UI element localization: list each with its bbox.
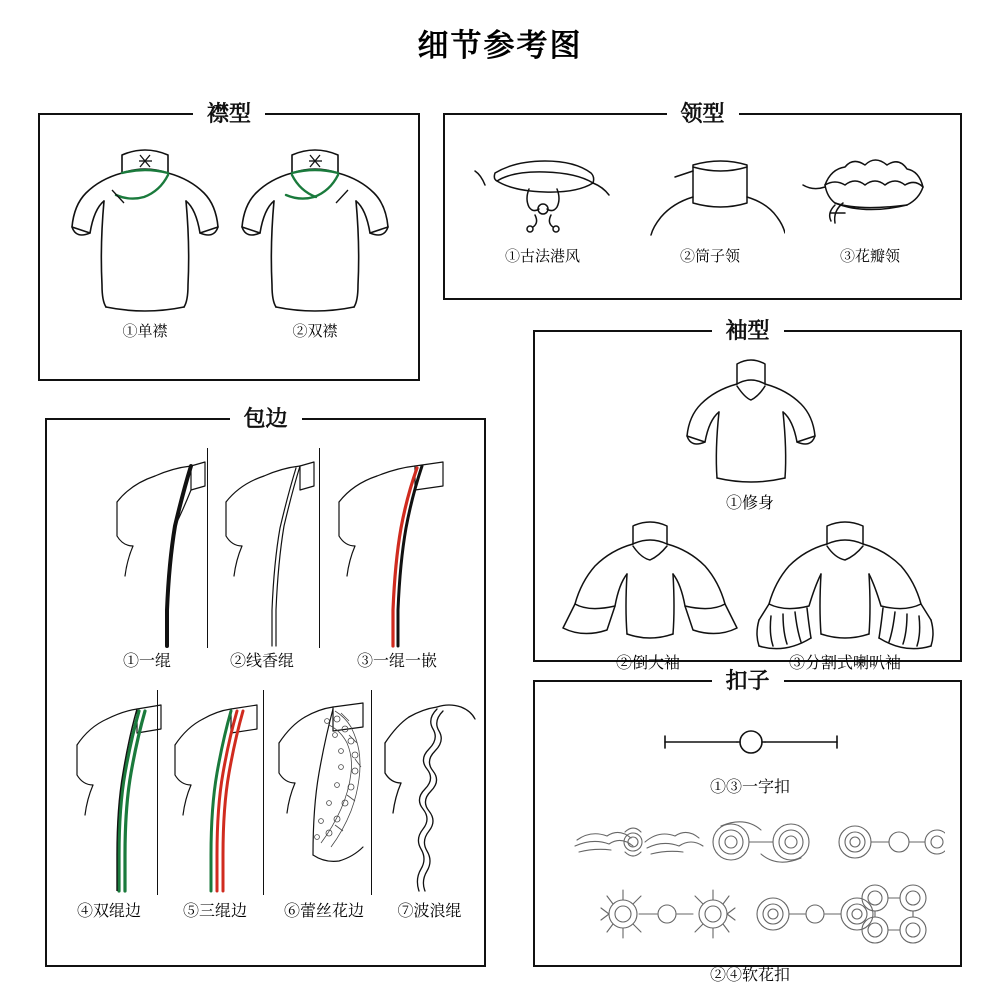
caption-binding-6: ⑥蕾丝花边 [283, 903, 364, 920]
divider-row1-a [207, 448, 208, 648]
figure-button-bar [651, 722, 851, 762]
page-title: 细节参考图 [417, 28, 583, 63]
figure-double-lapel [230, 135, 400, 315]
caption-sleeve-2: ②倒大袖 [615, 655, 680, 672]
divider-row1-b [319, 448, 320, 648]
caption-collar-1: ①古法港风 [504, 248, 580, 265]
panel-sleeve [533, 318, 962, 672]
caption-lapel-1: ①单襟 [122, 323, 168, 340]
figure-binding-7 [379, 695, 483, 895]
figure-binding-4 [67, 695, 167, 895]
panel-button-title: 扣子 [711, 668, 783, 694]
figure-binding-3 [325, 450, 455, 650]
figure-binding-1 [97, 450, 207, 650]
caption-binding-4: ④双绲边 [76, 903, 141, 920]
figure-sleeve-1 [671, 350, 831, 490]
caption-binding-7: ⑦波浪绲 [397, 903, 462, 920]
caption-sleeve-1: ①修身 [725, 495, 774, 512]
caption-binding-1: ①一绲 [122, 653, 171, 670]
caption-button-2: ②④软花扣 [709, 967, 790, 984]
panel-lapel-title: 襟型 [193, 101, 265, 127]
caption-binding-3: ③一绲一嵌 [356, 653, 437, 670]
divider-row2-b [263, 690, 264, 895]
panel-collar [443, 101, 962, 300]
panel-sleeve-title: 袖型 [711, 318, 783, 344]
caption-sleeve-3: ③分割式喇叭袖 [788, 655, 901, 672]
caption-collar-3: ③花瓣领 [839, 248, 900, 265]
figure-binding-5 [167, 695, 263, 895]
figure-button-knots [555, 808, 945, 958]
caption-collar-2: ②筒子领 [679, 248, 740, 265]
caption-lapel-2: ②双襟 [292, 323, 338, 340]
panel-binding-title: 包边 [229, 406, 301, 432]
panel-button [533, 668, 962, 984]
figure-binding-2 [212, 450, 317, 650]
figure-single-lapel [60, 135, 230, 315]
caption-button-1: ①③一字扣 [709, 779, 790, 796]
figure-sleeve-3 [745, 512, 945, 652]
divider-row2-c [371, 690, 372, 895]
panel-lapel [38, 101, 420, 381]
figure-binding-6 [271, 695, 371, 895]
panel-binding [45, 406, 486, 967]
figure-sleeve-2 [555, 512, 745, 652]
figure-collar-3 [795, 137, 945, 237]
figure-collar-2 [635, 137, 785, 237]
caption-binding-2: ②线香绲 [229, 653, 294, 670]
figure-collar-1 [467, 137, 617, 237]
caption-binding-5: ⑤三绲边 [182, 903, 247, 920]
panel-collar-title: 领型 [666, 101, 738, 127]
